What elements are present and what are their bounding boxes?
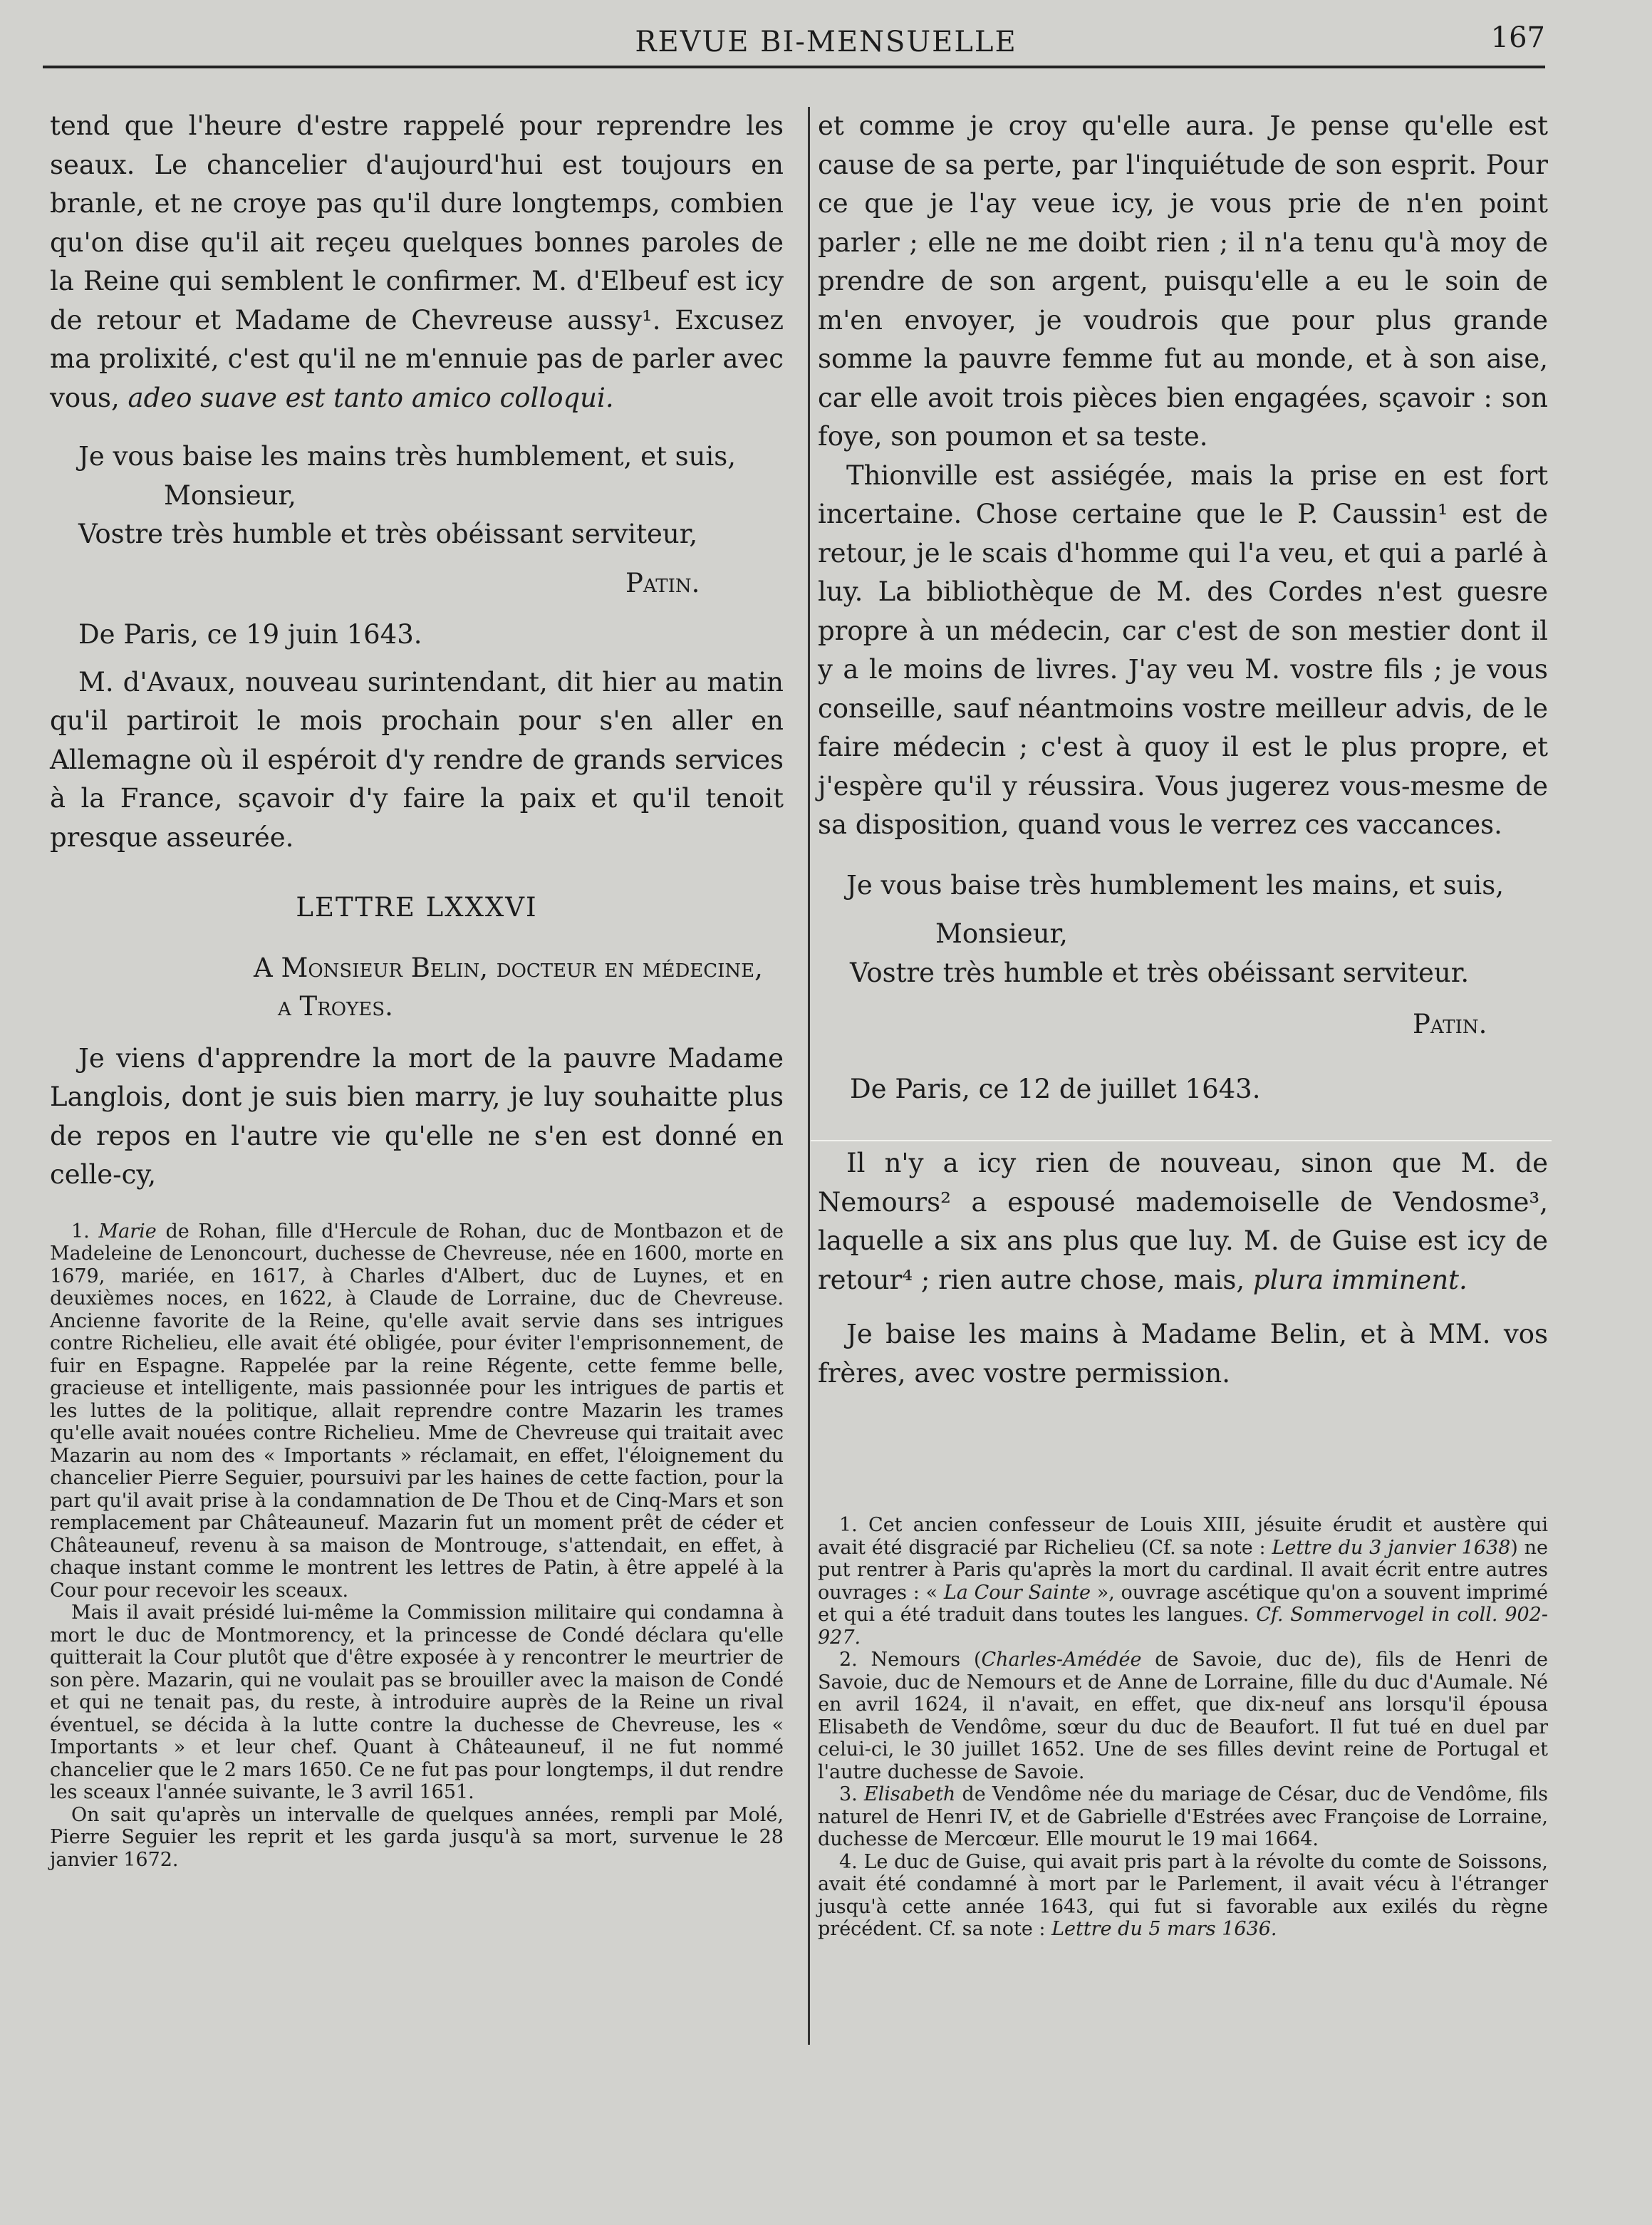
signature: Patin. <box>1413 1009 1487 1039</box>
letter-body-continued: et comme je croy qu'elle aura. Je pense qu'elle est cause de sa perte, par l'inquiétude de son esprit. Pour ce que je l'ay veue icy, je vous prie de n'en point parler ; elle ne me doibt rien ; il n'a tenu qu'à moy de prendre de son argent, puisqu'elle a eu le soin de m'en envoyer, je voudrois que pour plus grande somme la pauvre femme fut au monde, et à son aise, car elle avoit trois pièces bien engagées, sçavoir : son foye, son poumon et sa teste. <box>818 110 1548 452</box>
addressee-city: a Troyes. <box>278 991 393 1022</box>
footnote-1 <box>818 1514 1548 1649</box>
footnote-subject: Elisabeth <box>863 1783 956 1805</box>
continuation-text: tend que l'heure d'estre rappelé pour reprendre les seaux. Le chancelier d'aujourd'hui est toujours en branle, et ne croye pas qu'il dure longtemps, combien qu'on dise qu'il ait reçeu quelques bonnes paroles de la Reine qui semblent le confirmer. M. d'Elbeuf est icy de retour et Madame de Chevreuse aussy¹. Excusez ma prolixité, c'est qu'il ne m'ennuie pas de parler avec vous, <box>50 110 784 413</box>
salutation: Monsieur, <box>935 918 1068 949</box>
footnote-text: 4. Le duc de Guise, qui avait pris part à la révolte du comte de Soissons, avait été condamné à mort par le Parlement, il avait vécu à l'étranger jusqu'à cette année 1643, qui fut si favorable aux exilés du règne précédent. Cf. sa note : <box>818 1850 1548 1940</box>
footnote-3 <box>818 1783 1548 1851</box>
footnote-subject: Marie <box>98 1220 157 1243</box>
dateline: De Paris, ce 19 juin 1643. <box>78 619 422 650</box>
footnote-reference: Lettre du 5 mars 1636. <box>1051 1918 1277 1940</box>
closing-formula: Je vous baise très humblement les mains, et suis, <box>846 869 1504 901</box>
postscript-text: Il n'y a icy rien de nouveau, sinon que M. de Nemours² a espousé mademoiselle de Vendosme³, laquelle a six ans plus que luy. M. de Guise est icy de retour⁴ ; rien autre chose, mais, <box>818 1148 1548 1295</box>
footnote-text: 2. Nemours ( <box>839 1649 982 1671</box>
footnote-1 <box>50 1220 784 1602</box>
footnote-1-continued: Mais il avait présidé lui-même la Commission militaire qui condamna à mort le duc de Montmorency, et la princesse de Condé déclara qu'elle quitterait la Cour plutôt que d'être exposée à y rencontrer le meurtrier de son père. Mazarin, qui ne voulait pas se brouiller avec la maison de Condé et qui ne tenait pas, du reste, à introduire auprès de la Reine un rival éventuel, se décida à la lutte contre la duchesse de Chevreuse, les « Importants » et leur chef. Quant à Châteauneuf, il ne fut nommé chancelier que le 2 mars 1650. Ce ne fut pas pour longtemps, il dut rendre les sceaux l'année suivante, le 3 avril 1651. <box>50 1602 784 1803</box>
footnote-2 <box>818 1649 1548 1783</box>
postscript: M. d'Avaux, nouveau surintendant, dit hier au matin qu'il partiroit le mois prochain pour s'en aller en Allemagne où il espéroit d'y rendre de grands services à la France, sçavoir d'y faire la paix et qu'il tenoit presque asseurée. <box>50 666 784 853</box>
footnote-text: de Vendôme née du mariage de César, duc de Vendôme, fils naturel de Henri IV, et de Gabrielle d'Estrées avec Françoise de Lorraine, duchesse de Mercœur. Elle mourut le 19 mai 1664. <box>818 1783 1548 1850</box>
running-header: REVUE BI-MENSUELLE <box>635 26 1017 58</box>
left-column <box>50 107 784 1871</box>
letter-body: Je viens d'apprendre la mort de la pauvre Madame Langlois, dont je suis bien marry, je luy souhaitte plus de repos en l'autre vie qu'elle ne s'en est donné en celle-cy, <box>50 1042 784 1190</box>
footnote-number: 1. <box>71 1220 90 1243</box>
dateline: De Paris, ce 12 de juillet 1643. <box>850 1073 1261 1104</box>
servant-line: Vostre très humble et très obéissant serviteur, <box>78 519 698 549</box>
addressee: A Monsieur Belin, docteur en médecine, <box>254 952 763 983</box>
header-rule <box>43 66 1545 68</box>
letter-paragraph: Thionville est assiégée, mais la prise en est fort incertaine. Chose certaine que le P. Caussin¹ est de retour, je le scais d'homme qui l'a veu, et qui a parlé à luy. La bibliothèque de M. des Cordes n'est guesre propre à un médecin, car c'est de son mestier dont il y a le moins de livres. J'ay veu M. vostre fils ; je vous conseille, sauf néantmoins vostre meilleur advis, de le faire médecin ; c'est à quoy il est le plus propre, et j'espère qu'il y réussira. Vous jugerez vous-mesme de sa disposition, quand vous le verrez ces vaccances. <box>818 460 1548 840</box>
footnote-number: 3. <box>839 1783 858 1805</box>
closing-formula: Je vous baise les mains très humblement, et suis, <box>78 441 736 472</box>
footnote-text: », ouvrage ascétique qu'on a souvent imprimé et qui a été traduit dans toutes les langues. <box>818 1581 1548 1626</box>
book-title: La Cour Sainte <box>943 1581 1091 1604</box>
signature: Patin. <box>625 567 700 598</box>
column-divider <box>808 107 810 2045</box>
footnote-1-end: On sait qu'après un intervalle de quelques années, rempli par Molé, Pierre Seguier les reprit et les garda jusqu'à sa mort, survenue le 28 janvier 1672. <box>50 1803 784 1871</box>
postscript <box>818 1144 1548 1300</box>
servant-line: Vostre très humble et très obéissant serviteur. <box>850 957 1470 988</box>
postscript-greeting: Je baise les mains à Madame Belin, et à MM. vos frères, avec vostre permission. <box>818 1319 1548 1389</box>
footnote-reference: Cf. Sommervogel in coll. 902-927. <box>818 1604 1549 1649</box>
footnote-text: de Savoie, duc de), fils de Henri de Savoie, duc de Nemours et de Anne de Lorraine, fille du duc d'Aumale. Né en avril 1624, il n'avait, en effet, que dix-neuf ans lorsqu'il épousa Elisabeth de Vendôme, sœur du duc de Beaufort. Il fut tué en duel par celui-ci, le 30 juillet 1652. Une de ses filles devint reine de Portugal et l'autre duchesse de Savoie. <box>818 1649 1549 1783</box>
letter-continuation <box>50 107 784 417</box>
letter-title: LETTRE LXXXVI <box>296 892 538 923</box>
latin-phrase: plura imminent. <box>1252 1264 1467 1295</box>
page-number: 167 <box>1490 21 1545 54</box>
footnote-subject: Charles-Amédée <box>981 1649 1142 1671</box>
footnote-reference: Lettre du 3 janvier 1638 <box>1272 1536 1511 1559</box>
footnote-text: 1. Cet ancien confesseur de Louis XIII, jésuite érudit et austère qui avait été disgracié par Richelieu (Cf. sa note : <box>818 1514 1548 1559</box>
salutation: Monsieur, <box>164 479 296 511</box>
right-column <box>818 107 1548 1941</box>
footnote-text: de Rohan, fille d'Hercule de Rohan, duc de Montbazon et de Madeleine de Lenoncourt, duchesse de Chevreuse, née en 1600, morte en 1679, mariée, en 1617, à Charles d'Albert, duc de Luynes, et en deuxièmes noces, en 1622, à Claude de Lorraine, duc de Chevreuse. Ancienne favorite de la Reine, qu'elle avait servie dans ses intrigues contre Richelieu, elle avait été obligée, pour éviter l'emprisonnement, de fuir en Espagne. Rappelée par la reine Régente, cette femme belle, gracieuse et intelligente, mais passionnée pour les intrigues de partis et les luttes de la politique, allait reprendre contre Mazarin les trames qu'elle avait nouées contre Richelieu. Mme de Chevreuse qui traitait avec Mazarin au nom des « Importants » réclamait, en effet, l'éloignement du chancelier Pierre Seguier, poursuivi par les haines de cette faction, pour la part qu'il avait prise à la condamnation de De Thou et de Cinq-Mars et son remplacement par Châteauneuf. Mazarin fut un moment prêt de céder et Châteauneuf, revenu à sa maison de Montrouge, s'attendait, en effet, à chaque instant comme le montrent les lettres de Patin, à être appelé à la Cour pour recevoir les sceaux. <box>50 1220 784 1602</box>
latin-quote: adeo suave est tanto amico colloqui. <box>128 382 614 413</box>
footnotes <box>50 1220 784 1872</box>
footnote-4 <box>818 1851 1548 1941</box>
footnote-text: ) ne put rentrer à Paris qu'après la mort du cardinal. Il avait écrit entre autres ouvrages : « <box>818 1536 1548 1604</box>
footnotes <box>818 1514 1548 1941</box>
